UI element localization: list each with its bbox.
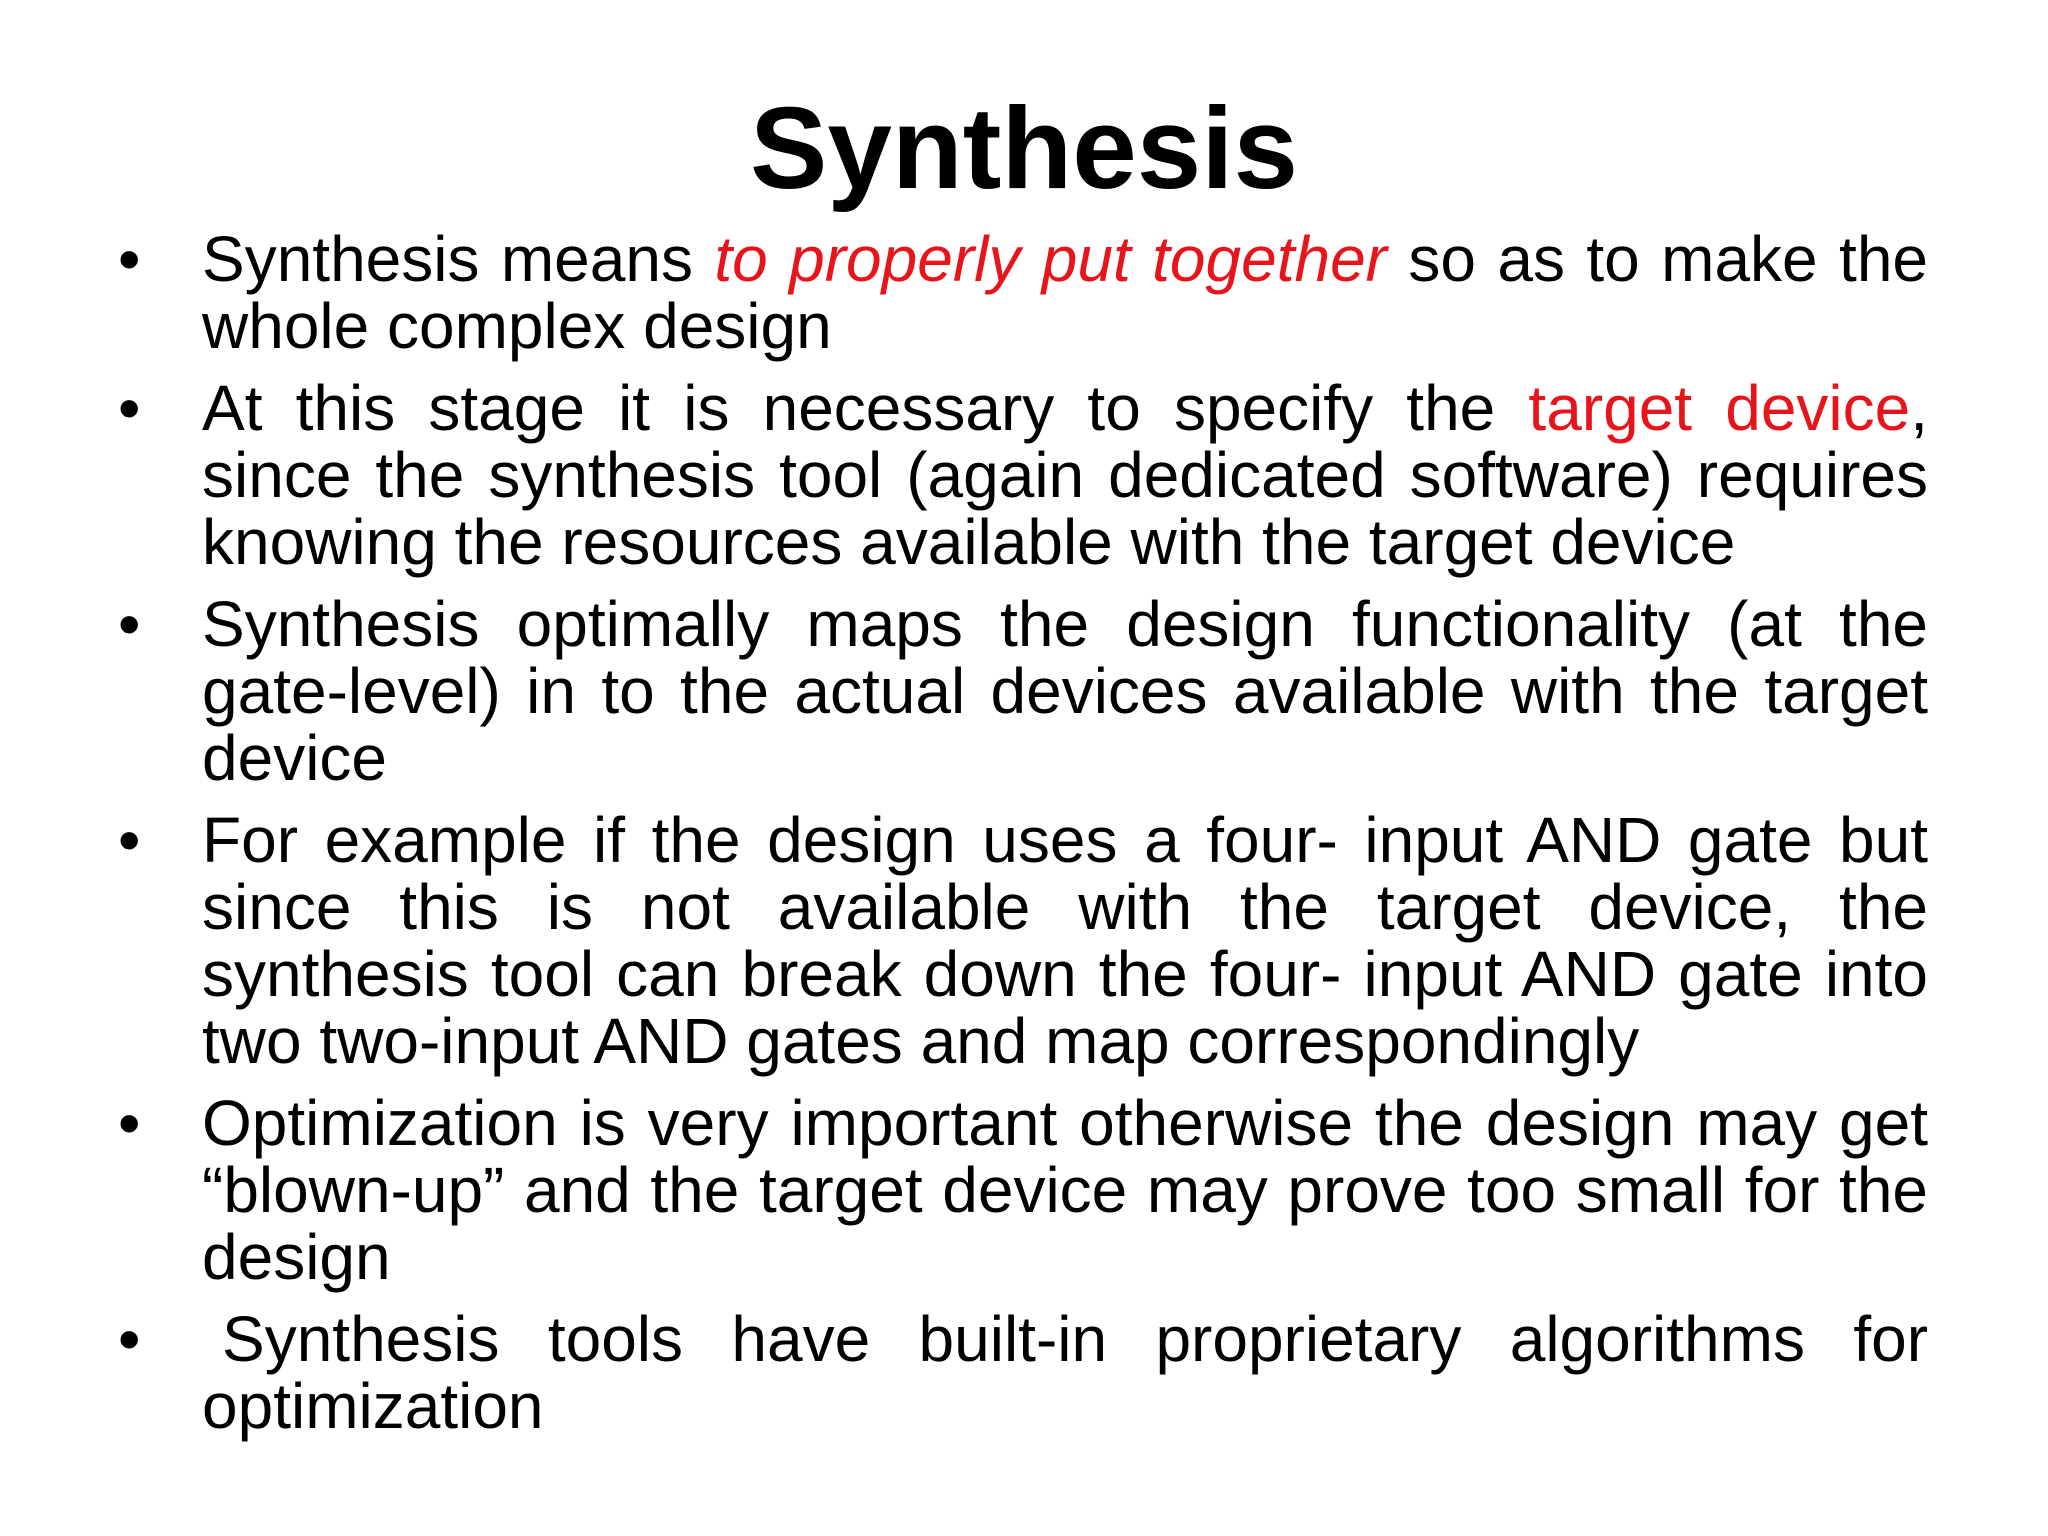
bullet-dot-icon: • bbox=[118, 588, 141, 660]
bullet-dot-icon: • bbox=[118, 1303, 141, 1375]
bullet-text: Synthesis means bbox=[202, 223, 715, 295]
bullet-highlight: target device bbox=[1528, 372, 1911, 444]
bullet-text: , since the synthesis tool (again dedicated software) requires knowing the resources available with the target device bbox=[202, 372, 1929, 578]
bullet-text: At this stage it is necessary to specify the bbox=[202, 372, 1529, 444]
bullet-text: so as to make the whole complex design bbox=[202, 223, 1929, 362]
bullet-dot-icon: • bbox=[118, 1087, 141, 1159]
bullet-item-4 bbox=[118, 804, 1928, 1077]
bullet-item-6 bbox=[118, 1303, 1928, 1442]
bullet-item-3 bbox=[118, 588, 1928, 794]
bullet-item-1 bbox=[118, 223, 1929, 362]
slide-title: Synthesis bbox=[750, 83, 1298, 213]
bullet-item-5 bbox=[118, 1087, 1928, 1293]
bullet-text: Optimization is very important otherwise the design may get “blown-up” and the target device may prove too small for the design bbox=[202, 1087, 1928, 1293]
bullet-text: For example if the design uses a four- input AND gate but since this is not available with the target device, the synthesis tool can break down the four- input AND gate into two two-input AND gates and map correspondingly bbox=[202, 804, 1928, 1077]
bullet-item-2 bbox=[118, 372, 1929, 578]
bullet-dot-icon: • bbox=[118, 223, 141, 295]
bullet-list bbox=[118, 223, 1929, 1442]
bullet-dot-icon: • bbox=[118, 372, 141, 444]
bullet-text: Synthesis optimally maps the design functionality (at the gate-level) in to the actual devices available with the target device bbox=[202, 588, 1928, 794]
bullet-text: Synthesis tools have built-in proprietary algorithms for optimization bbox=[202, 1303, 1928, 1442]
bullet-dot-icon: • bbox=[118, 804, 141, 876]
bullet-highlight: to properly put together bbox=[714, 223, 1387, 295]
